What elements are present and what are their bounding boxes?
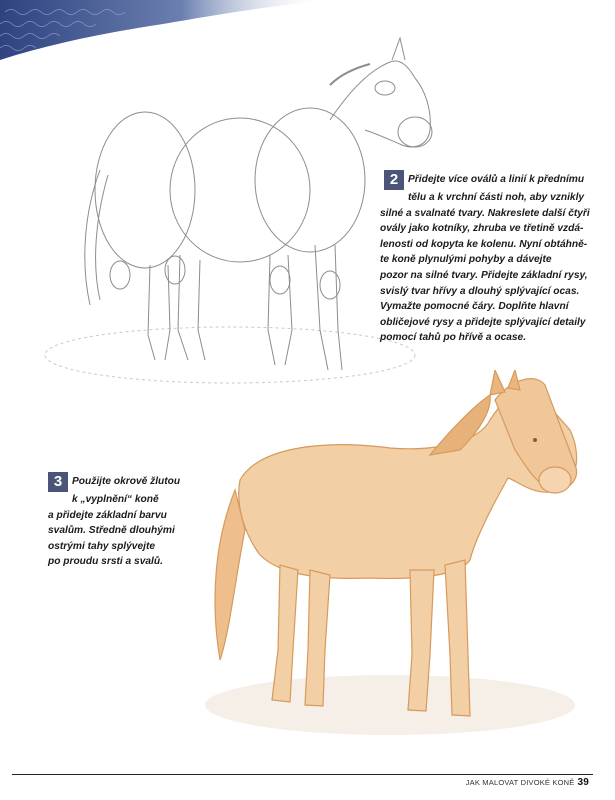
horse-ochre-illustration bbox=[190, 370, 610, 750]
step-2-number: 2 bbox=[384, 170, 404, 190]
step-2-line-7: pozor na silné tvary. Přidejte základní rysy, bbox=[380, 269, 588, 281]
step-2-line-4: ovály jako kotníky, zhruba ve třetině vzdá- bbox=[380, 223, 584, 235]
step-3-line-5: ostrými tahy splývejte bbox=[48, 540, 156, 552]
step-2-line-3: silné a svalnaté tvary. Nakreslete další čtyři bbox=[380, 207, 590, 219]
step-3-line-2: k „vyplnění“ koně bbox=[72, 494, 159, 505]
step-2-text bbox=[380, 170, 590, 346]
step-3-line-1: 3 Použijte okrově žlutou bbox=[48, 472, 180, 492]
step-3-text bbox=[48, 472, 180, 570]
page-number: 39 bbox=[577, 777, 589, 788]
step-2-line-8: svislý tvar hřívy a dlouhý splývající ocas. bbox=[380, 285, 580, 297]
step-2-line-9: Vymažte pomocné čáry. Doplňte hlavní bbox=[380, 301, 569, 313]
step-2-line-6: te koně plynulými pohyby a dávejte bbox=[380, 254, 552, 266]
footer-title: JAK MALOVAT DIVOKÉ KONĚ bbox=[465, 778, 575, 787]
step-2-line-1: 2 Přidejte více oválů a linií k přednímu bbox=[380, 170, 590, 190]
footer-rule bbox=[12, 774, 593, 775]
step-2-line-2: tělu a k vrchní části noh, aby vznikly bbox=[408, 192, 585, 203]
step-2-line-5: lenosti od kopyta ke kolenu. Nyní obtáhně- bbox=[380, 238, 588, 250]
step-3-line-4: svalům. Středně dlouhými bbox=[48, 525, 175, 537]
step-2-line-10: obličejové rysy a přidejte splývající detaily bbox=[380, 316, 586, 328]
step-3-number: 3 bbox=[48, 472, 68, 492]
step-3-line-3: a přidejte základní barvu bbox=[48, 509, 167, 521]
page-footer bbox=[466, 777, 589, 788]
step-3-line-6: po proudu srsti a svalů. bbox=[48, 556, 163, 568]
step-2-line-11: pomocí tahů po hřívě a ocase. bbox=[380, 332, 527, 344]
